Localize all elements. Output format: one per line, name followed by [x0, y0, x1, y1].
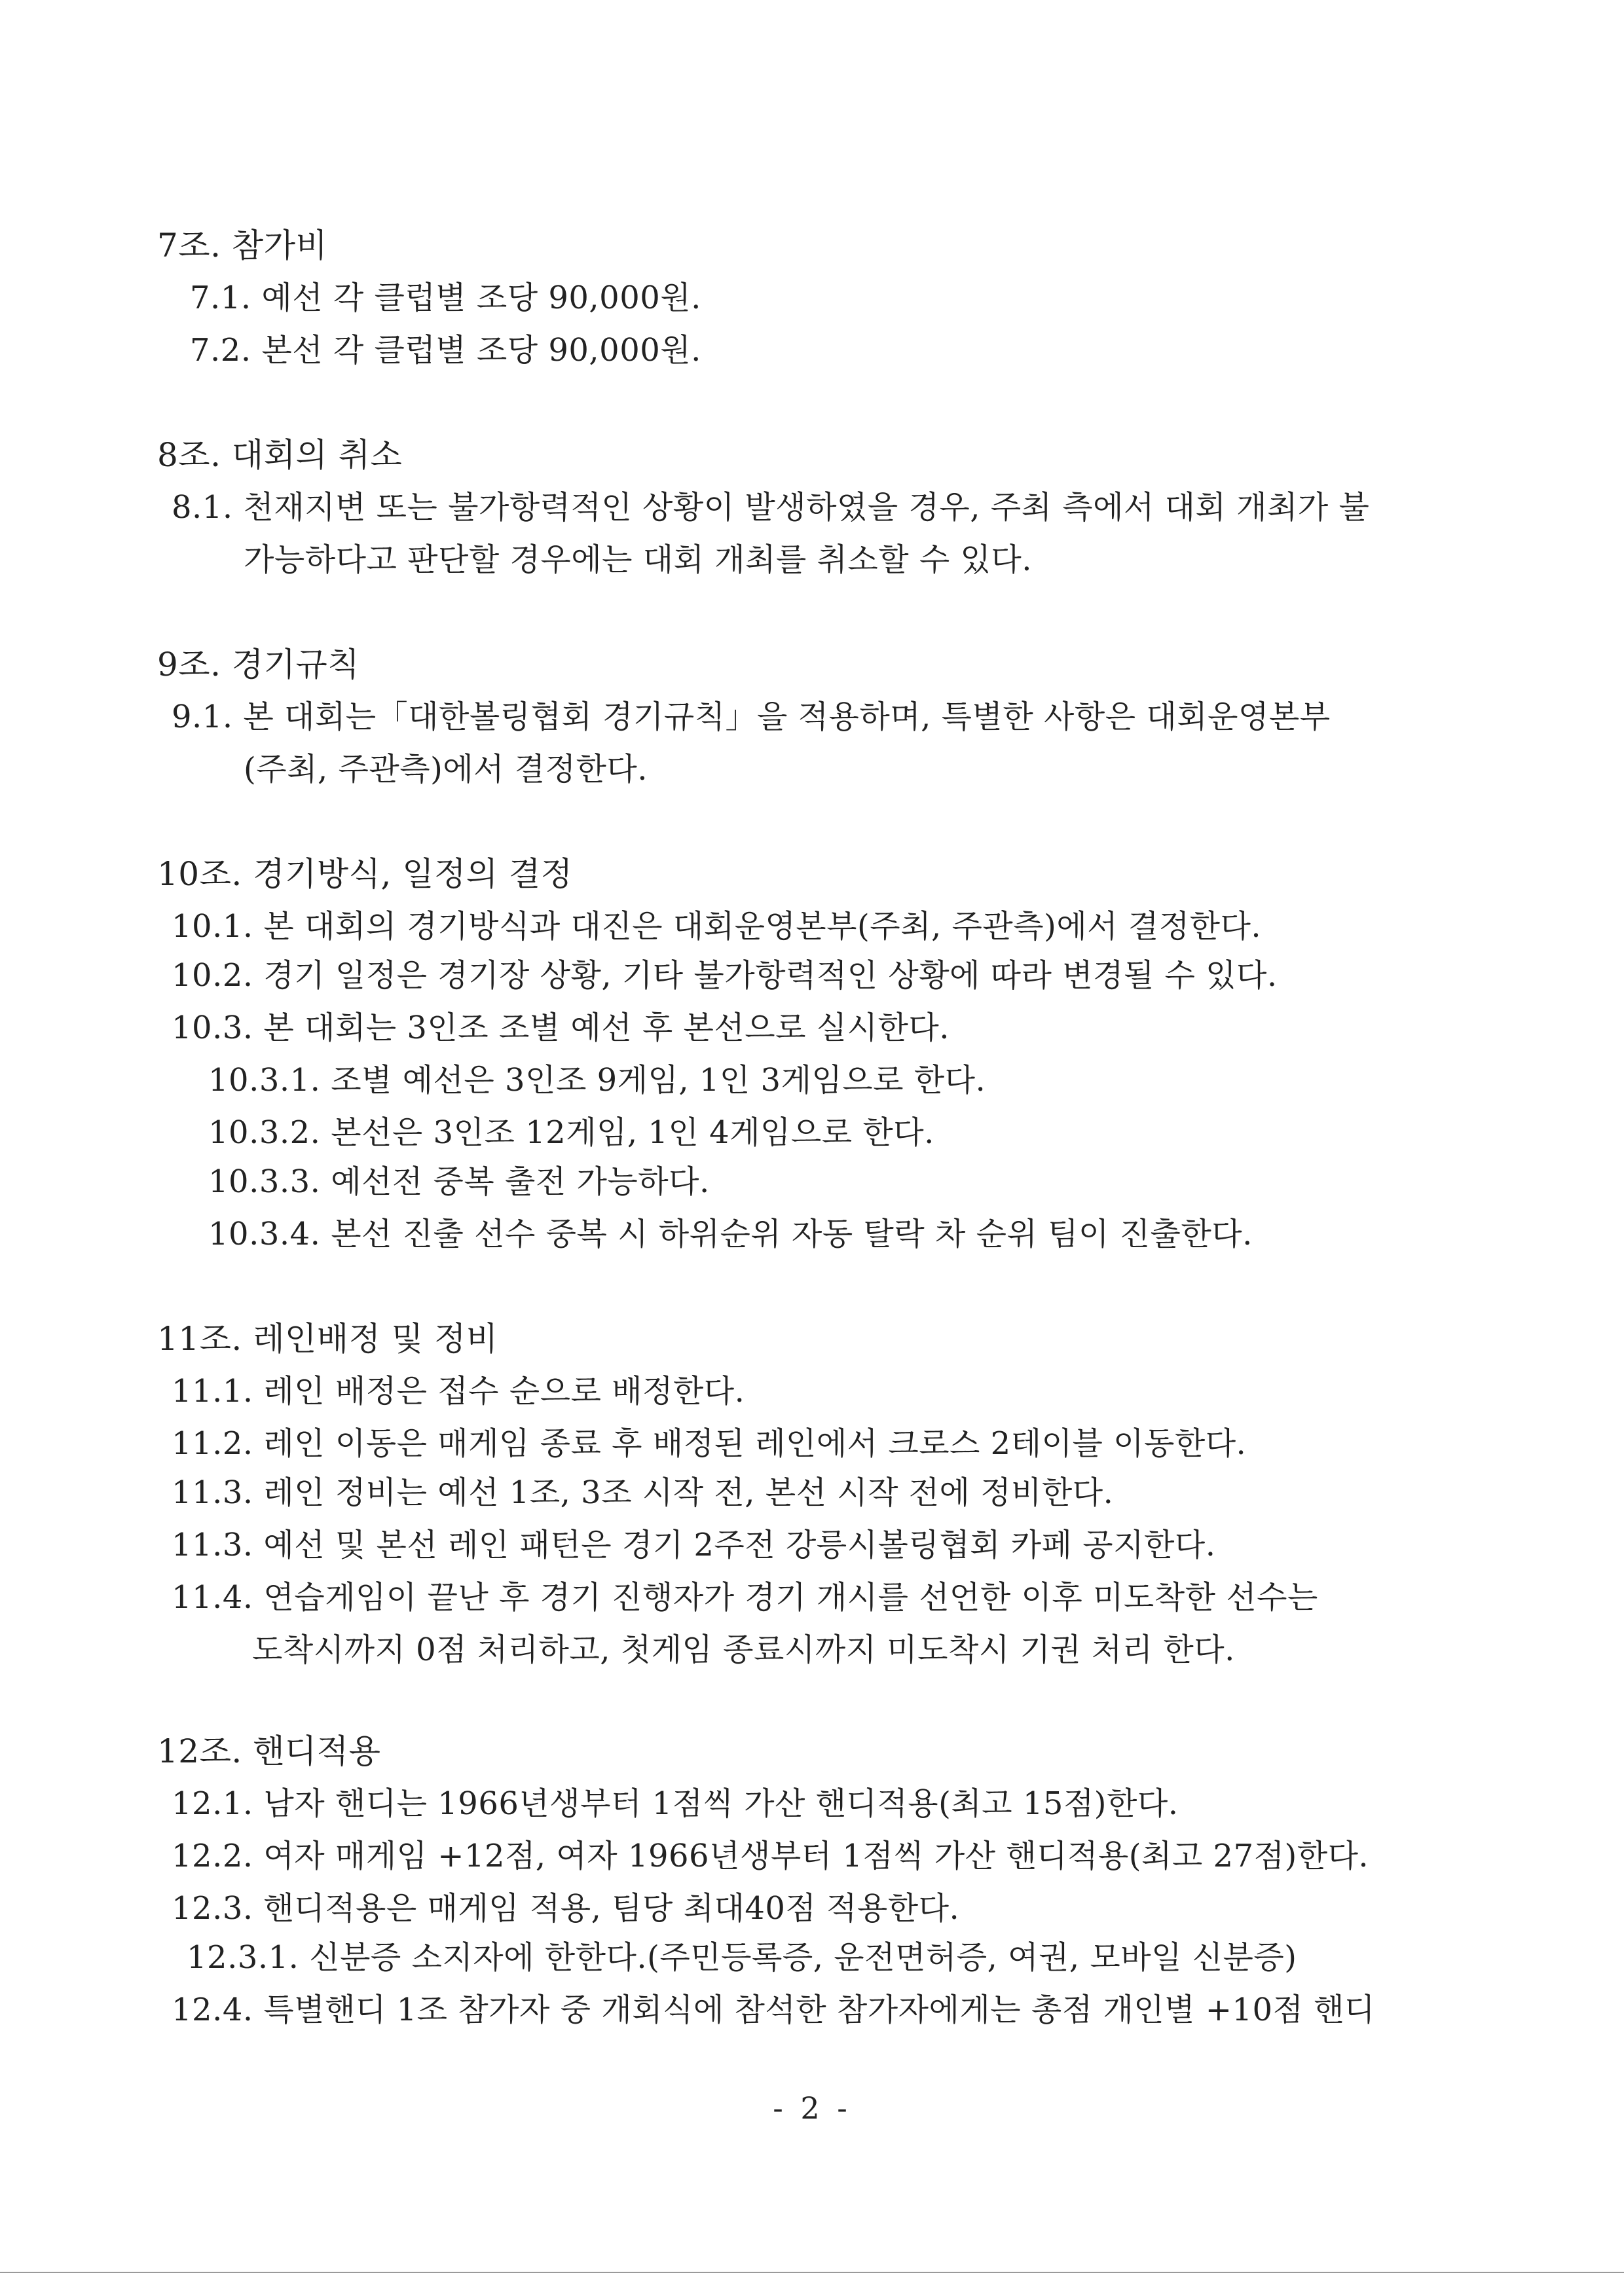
section-8-heading: 8조. 대회의 취소 [157, 436, 403, 474]
section-10-heading: 10조. 경기방식, 일정의 결정 [157, 855, 573, 893]
page-number: - 2 - [773, 2090, 851, 2126]
section-11-item: 11.2. 레인 이동은 매게임 종료 후 배정된 레인에서 크로스 2테이블 이동한다. [172, 1425, 1247, 1462]
section-7-item: 7.2. 본선 각 클럽별 조당 90,000원. [190, 332, 701, 369]
section-9-item-continued: (주최, 주관측)에서 결정한다. [244, 751, 648, 788]
section-11-item: 11.1. 레인 배정은 접수 순으로 배정한다. [172, 1373, 745, 1410]
section-11-item: 11.3. 레인 정비는 예선 1조, 3조 시작 전, 본선 시작 전에 정비한다. [172, 1474, 1114, 1511]
section-12-item: 12.4. 특별핸디 1조 참가자 중 개회식에 참석한 참가자에게는 총점 개인별 +10점 핸디 [172, 1992, 1375, 2028]
section-10-item: 10.1. 본 대회의 경기방식과 대진은 대회운영본부(주최, 주관측)에서 결정한다. [172, 908, 1262, 945]
section-8-item-continued: 가능하다고 판단할 경우에는 대회 개최를 취소할 수 있다. [244, 541, 1033, 578]
section-9-heading: 9조. 경기규칙 [157, 646, 360, 683]
section-11-item-continued: 도착시까지 0점 처리하고, 첫게임 종료시까지 미도착시 기권 처리 한다. [252, 1631, 1235, 1668]
section-12-subitem: 12.3.1. 신분증 소지자에 한한다.(주민등록증, 운전면허증, 여권, 모바일 신분증) [187, 1939, 1297, 1976]
section-12-item: 12.1. 남자 핸디는 1966년생부터 1점씩 가산 핸디적용(최고 15점)한다. [172, 1785, 1179, 1822]
section-11-heading: 11조. 레인배정 및 정비 [157, 1320, 498, 1358]
section-7-item: 7.1. 예선 각 클럽별 조당 90,000원. [190, 280, 701, 316]
section-10-subitem: 10.3.3. 예선전 중복 출전 가능하다. [208, 1163, 710, 1200]
section-10-item: 10.3. 본 대회는 3인조 조별 예선 후 본선으로 실시한다. [172, 1010, 950, 1046]
section-8-item: 8.1. 천재지변 또는 불가항력적인 상황이 발생하였을 경우, 주최 측에서 대회 개최가 불 [172, 489, 1370, 526]
section-7-heading: 7조. 참가비 [157, 227, 328, 264]
section-10-subitem: 10.3.1. 조별 예선은 3인조 9게임, 1인 3게임으로 한다. [208, 1062, 986, 1099]
bottom-rule [0, 2272, 1624, 2273]
section-11-item: 11.4. 연습게임이 끝난 후 경기 진행자가 경기 개시를 선언한 이후 미도착한 선수는 [172, 1579, 1318, 1616]
section-10-subitem: 10.3.4. 본선 진출 선수 중복 시 하위순위 자동 탈락 차 순위 팀이 진출한다. [208, 1216, 1253, 1252]
section-12-item: 12.2. 여자 매게임 +12점, 여자 1966년생부터 1점씩 가산 핸디적용(최고 27점)한다. [172, 1838, 1369, 1874]
section-11-item: 11.3. 예선 및 본선 레인 패턴은 경기 2주전 강릉시볼링협회 카페 공지한다. [172, 1527, 1216, 1563]
section-10-item: 10.2. 경기 일정은 경기장 상황, 기타 불가항력적인 상황에 따라 변경될 수 있다. [172, 957, 1278, 994]
section-12-item: 12.3. 핸디적용은 매게임 적용, 팀당 최대40점 적용한다. [172, 1890, 960, 1927]
section-9-item: 9.1. 본 대회는「대한볼링협회 경기규칙」을 적용하며, 특별한 사항은 대회운영본부 [172, 699, 1331, 735]
section-12-heading: 12조. 핸디적용 [157, 1732, 381, 1770]
section-10-subitem: 10.3.2. 본선은 3인조 12게임, 1인 4게임으로 한다. [208, 1114, 934, 1151]
